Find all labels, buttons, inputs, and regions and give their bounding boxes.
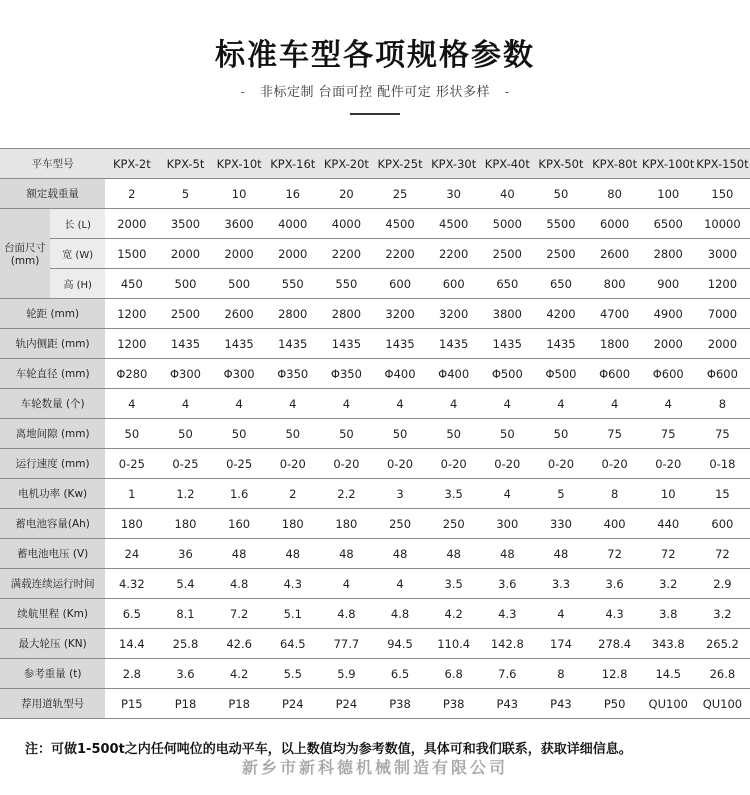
value-cell: 650: [480, 269, 534, 299]
value-cell: 6.5: [105, 599, 158, 629]
value-cell: 150: [695, 179, 750, 209]
value-cell: 6.8: [427, 659, 480, 689]
value-cell: 24: [105, 539, 158, 569]
value-cell: 4: [534, 389, 587, 419]
value-cell: 6.5: [373, 659, 427, 689]
value-cell: 8.1: [158, 599, 212, 629]
value-cell: 64.5: [266, 629, 320, 659]
value-cell: 400: [588, 509, 642, 539]
value-cell: 3800: [480, 299, 534, 329]
value-cell: 4.3: [588, 599, 642, 629]
value-cell: 1200: [695, 269, 750, 299]
value-cell: 8: [534, 659, 587, 689]
value-cell: Φ600: [695, 359, 750, 389]
value-cell: 0-25: [105, 449, 158, 479]
value-cell: 1200: [105, 299, 158, 329]
title-divider: [350, 113, 400, 115]
value-cell: 4000: [320, 209, 373, 239]
model-header-cell: KPX-2t: [105, 149, 158, 179]
value-cell: 180: [320, 509, 373, 539]
value-cell: 1800: [588, 329, 642, 359]
row-label: 电机功率 (Kw): [0, 479, 105, 509]
value-cell: 3.6: [480, 569, 534, 599]
value-cell: 5.1: [266, 599, 320, 629]
value-cell: 2000: [266, 239, 320, 269]
value-cell: 4.8: [213, 569, 266, 599]
value-cell: 5000: [480, 209, 534, 239]
value-cell: P24: [320, 689, 373, 719]
spec-row: [0, 539, 750, 569]
value-cell: 4900: [642, 299, 695, 329]
value-cell: 4.2: [213, 659, 266, 689]
value-cell: 800: [588, 269, 642, 299]
value-cell: 30: [427, 179, 480, 209]
value-cell: 1435: [534, 329, 587, 359]
value-cell: 4500: [373, 209, 427, 239]
value-cell: 16: [266, 179, 320, 209]
value-cell: 50: [105, 419, 158, 449]
value-cell: 50: [373, 419, 427, 449]
value-cell: 40: [480, 179, 534, 209]
value-cell: 1200: [105, 329, 158, 359]
row-label: 最大轮压 (KN): [0, 629, 105, 659]
spec-row: [0, 629, 750, 659]
subtitle: [0, 81, 750, 100]
row-label: 轨内侧距 (mm): [0, 329, 105, 359]
row-label: 荐用道轨型号: [0, 689, 105, 719]
value-cell: 250: [427, 509, 480, 539]
value-cell: 1: [105, 479, 158, 509]
value-cell: 4: [213, 389, 266, 419]
row-label: 蓄电池容量(Ah): [0, 509, 105, 539]
value-cell: 14.4: [105, 629, 158, 659]
row-label: 额定载重量: [0, 179, 105, 209]
value-cell: 50: [320, 419, 373, 449]
subtitle-dash-right: -: [504, 85, 510, 100]
value-cell: P24: [266, 689, 320, 719]
value-cell: 160: [213, 509, 266, 539]
spec-row: [0, 509, 750, 539]
value-cell: 4.3: [266, 569, 320, 599]
value-cell: 3.5: [427, 569, 480, 599]
spec-row: [0, 569, 750, 599]
model-header-cell: KPX-150t: [695, 149, 750, 179]
model-header-cell: KPX-30t: [427, 149, 480, 179]
value-cell: 3: [373, 479, 427, 509]
value-cell: 0-18: [695, 449, 750, 479]
model-header-cell: KPX-50t: [534, 149, 587, 179]
value-cell: 4: [480, 479, 534, 509]
spec-table-body: [0, 149, 750, 719]
value-cell: 4200: [534, 299, 587, 329]
value-cell: 0-20: [320, 449, 373, 479]
value-cell: 1435: [266, 329, 320, 359]
value-cell: 5.9: [320, 659, 373, 689]
value-cell: 2: [266, 479, 320, 509]
model-header-cell: KPX-20t: [320, 149, 373, 179]
value-cell: 25: [373, 179, 427, 209]
value-cell: 1.6: [213, 479, 266, 509]
spec-row: [0, 299, 750, 329]
value-cell: 4: [320, 389, 373, 419]
value-cell: 10000: [695, 209, 750, 239]
value-cell: 4700: [588, 299, 642, 329]
value-cell: 1500: [105, 239, 158, 269]
value-cell: 0-20: [588, 449, 642, 479]
value-cell: QU100: [695, 689, 750, 719]
value-cell: 3.5: [427, 479, 480, 509]
page-title: 标准车型各项规格参数: [215, 38, 535, 73]
value-cell: 180: [158, 509, 212, 539]
platform-size-unit: (mm): [10, 255, 40, 267]
spec-row: [0, 419, 750, 449]
value-cell: 2600: [213, 299, 266, 329]
value-cell: 8: [695, 389, 750, 419]
value-cell: 2500: [534, 239, 587, 269]
value-cell: 5.5: [266, 659, 320, 689]
value-cell: 5.4: [158, 569, 212, 599]
value-cell: 600: [373, 269, 427, 299]
value-cell: 2800: [266, 299, 320, 329]
value-cell: 2600: [588, 239, 642, 269]
value-cell: 2000: [642, 329, 695, 359]
value-cell: 1435: [373, 329, 427, 359]
value-cell: 4: [320, 569, 373, 599]
value-cell: 77.7: [320, 629, 373, 659]
value-cell: 2200: [427, 239, 480, 269]
value-cell: 265.2: [695, 629, 750, 659]
row-label: 车轮数量 (个): [0, 389, 105, 419]
value-cell: 180: [105, 509, 158, 539]
value-cell: 0-20: [534, 449, 587, 479]
row-label: 续航里程 (Km): [0, 599, 105, 629]
value-cell: 10: [213, 179, 266, 209]
value-cell: 3.8: [642, 599, 695, 629]
value-cell: 4: [588, 389, 642, 419]
value-cell: 4: [480, 389, 534, 419]
value-cell: Φ500: [534, 359, 587, 389]
value-cell: 4.2: [427, 599, 480, 629]
spec-row: [0, 329, 750, 359]
value-cell: 2000: [213, 239, 266, 269]
value-cell: 3.6: [588, 569, 642, 599]
value-cell: 36: [158, 539, 212, 569]
value-cell: 5: [534, 479, 587, 509]
value-cell: 50: [534, 179, 587, 209]
value-cell: 4: [373, 389, 427, 419]
value-cell: 0-20: [642, 449, 695, 479]
company-footer: 新乡市新科德机械制造有限公司: [241, 758, 508, 777]
value-cell: 0-20: [480, 449, 534, 479]
value-cell: 180: [266, 509, 320, 539]
value-cell: 4.8: [373, 599, 427, 629]
spec-row: [0, 659, 750, 689]
value-cell: Φ300: [158, 359, 212, 389]
value-cell: 1435: [427, 329, 480, 359]
row-label: 车轮直径 (mm): [0, 359, 105, 389]
value-cell: P15: [105, 689, 158, 719]
value-cell: 72: [642, 539, 695, 569]
value-cell: 94.5: [373, 629, 427, 659]
value-cell: 3500: [158, 209, 212, 239]
value-cell: 2500: [480, 239, 534, 269]
value-cell: Φ400: [373, 359, 427, 389]
value-cell: 48: [320, 539, 373, 569]
value-cell: Φ600: [588, 359, 642, 389]
value-cell: 6500: [642, 209, 695, 239]
value-cell: 3.3: [534, 569, 587, 599]
value-cell: 300: [480, 509, 534, 539]
value-cell: 72: [695, 539, 750, 569]
value-cell: P50: [588, 689, 642, 719]
row-label: 蓄电池电压 (V): [0, 539, 105, 569]
value-cell: 440: [642, 509, 695, 539]
rated-load-row: [0, 179, 750, 209]
value-cell: 1.2: [158, 479, 212, 509]
spec-row: [0, 359, 750, 389]
value-cell: 550: [266, 269, 320, 299]
model-header-cell: KPX-80t: [588, 149, 642, 179]
value-cell: 278.4: [588, 629, 642, 659]
subtitle-dash-left: -: [240, 85, 246, 100]
value-cell: 250: [373, 509, 427, 539]
value-cell: 1435: [320, 329, 373, 359]
spec-row: [0, 449, 750, 479]
value-cell: 3.2: [642, 569, 695, 599]
value-cell: 330: [534, 509, 587, 539]
platform-size-row: [0, 239, 750, 269]
row-label: 参考重量 (t): [0, 659, 105, 689]
value-cell: 8: [588, 479, 642, 509]
value-cell: 7.6: [480, 659, 534, 689]
value-cell: 5: [158, 179, 212, 209]
value-cell: 2000: [158, 239, 212, 269]
value-cell: 500: [213, 269, 266, 299]
value-cell: Φ300: [213, 359, 266, 389]
value-cell: 42.6: [213, 629, 266, 659]
value-cell: 2200: [320, 239, 373, 269]
value-cell: 1435: [158, 329, 212, 359]
value-cell: 600: [427, 269, 480, 299]
value-cell: 100: [642, 179, 695, 209]
model-header-cell: KPX-10t: [213, 149, 266, 179]
value-cell: 2800: [320, 299, 373, 329]
value-cell: 2.2: [320, 479, 373, 509]
spec-row: [0, 689, 750, 719]
platform-size-group-label: [0, 209, 50, 299]
value-cell: 4: [642, 389, 695, 419]
value-cell: 343.8: [642, 629, 695, 659]
model-header-cell: KPX-100t: [642, 149, 695, 179]
value-cell: 50: [213, 419, 266, 449]
value-cell: 2000: [105, 209, 158, 239]
spec-row: [0, 599, 750, 629]
value-cell: 48: [373, 539, 427, 569]
row-label: 满载连续运行时间: [0, 569, 105, 599]
value-cell: 80: [588, 179, 642, 209]
value-cell: 2.8: [105, 659, 158, 689]
value-cell: 14.5: [642, 659, 695, 689]
value-cell: QU100: [642, 689, 695, 719]
value-cell: 48: [266, 539, 320, 569]
value-cell: 75: [695, 419, 750, 449]
row-label: 离地间隙 (mm): [0, 419, 105, 449]
value-cell: 5500: [534, 209, 587, 239]
value-cell: 75: [588, 419, 642, 449]
subtitle-text: 非标定制 台面可控 配件可定 形状多样: [260, 85, 490, 100]
value-cell: 2500: [158, 299, 212, 329]
model-header-cell: KPX-16t: [266, 149, 320, 179]
value-cell: 7.2: [213, 599, 266, 629]
value-cell: 50: [427, 419, 480, 449]
value-cell: Φ350: [266, 359, 320, 389]
row-label: 运行速度 (mm): [0, 449, 105, 479]
value-cell: 650: [534, 269, 587, 299]
value-cell: 48: [534, 539, 587, 569]
value-cell: Φ350: [320, 359, 373, 389]
value-cell: 4.3: [480, 599, 534, 629]
value-cell: 50: [158, 419, 212, 449]
value-cell: 50: [480, 419, 534, 449]
value-cell: 48: [427, 539, 480, 569]
value-cell: Φ400: [427, 359, 480, 389]
value-cell: Φ280: [105, 359, 158, 389]
value-cell: 3.6: [158, 659, 212, 689]
value-cell: 12.8: [588, 659, 642, 689]
value-cell: 72: [588, 539, 642, 569]
value-cell: 4000: [266, 209, 320, 239]
value-cell: 50: [266, 419, 320, 449]
value-cell: 4.32: [105, 569, 158, 599]
value-cell: 2800: [642, 239, 695, 269]
value-cell: 4: [534, 599, 587, 629]
value-cell: 2: [105, 179, 158, 209]
value-cell: P43: [534, 689, 587, 719]
value-cell: 0-25: [213, 449, 266, 479]
value-cell: 4.8: [320, 599, 373, 629]
model-header-cell: KPX-40t: [480, 149, 534, 179]
value-cell: 1435: [480, 329, 534, 359]
sub-row-label: 长 (L): [50, 209, 105, 239]
value-cell: 26.8: [695, 659, 750, 689]
note-text: 注：可做1-500t之内任何吨位的电动平车，以上数值均为参考数值，具体可和我们联系，获取详细信息。: [25, 742, 632, 757]
value-cell: 75: [642, 419, 695, 449]
model-header-cell: KPX-5t: [158, 149, 212, 179]
spec-table: [0, 148, 750, 719]
value-cell: 4: [427, 389, 480, 419]
value-cell: 450: [105, 269, 158, 299]
row-label: 轮距 (mm): [0, 299, 105, 329]
platform-size-row: [0, 269, 750, 299]
value-cell: 3.2: [695, 599, 750, 629]
value-cell: 0-25: [158, 449, 212, 479]
value-cell: 20: [320, 179, 373, 209]
value-cell: 0-20: [427, 449, 480, 479]
sub-row-label: 宽 (W): [50, 239, 105, 269]
value-cell: 48: [480, 539, 534, 569]
value-cell: 2000: [695, 329, 750, 359]
header-label: 平车型号: [0, 149, 105, 179]
value-cell: 3200: [373, 299, 427, 329]
value-cell: 142.8: [480, 629, 534, 659]
value-cell: 900: [642, 269, 695, 299]
value-cell: 0-20: [373, 449, 427, 479]
spec-row: [0, 479, 750, 509]
platform-size-label: 台面尺寸: [4, 242, 47, 254]
value-cell: 4: [373, 569, 427, 599]
value-cell: 3200: [427, 299, 480, 329]
value-cell: 4: [105, 389, 158, 419]
value-cell: 3600: [213, 209, 266, 239]
value-cell: 48: [213, 539, 266, 569]
value-cell: P43: [480, 689, 534, 719]
value-cell: 15: [695, 479, 750, 509]
platform-size-row: [0, 209, 750, 239]
value-cell: 4: [158, 389, 212, 419]
value-cell: 6000: [588, 209, 642, 239]
value-cell: 0-20: [266, 449, 320, 479]
sub-row-label: 高 (H): [50, 269, 105, 299]
value-cell: 7000: [695, 299, 750, 329]
value-cell: 500: [158, 269, 212, 299]
value-cell: P18: [158, 689, 212, 719]
value-cell: Φ600: [642, 359, 695, 389]
value-cell: 110.4: [427, 629, 480, 659]
model-header-cell: KPX-25t: [373, 149, 427, 179]
value-cell: 1435: [213, 329, 266, 359]
value-cell: 2200: [373, 239, 427, 269]
value-cell: Φ500: [480, 359, 534, 389]
value-cell: 600: [695, 509, 750, 539]
value-cell: 50: [534, 419, 587, 449]
value-cell: 174: [534, 629, 587, 659]
value-cell: 550: [320, 269, 373, 299]
value-cell: 2.9: [695, 569, 750, 599]
value-cell: 4500: [427, 209, 480, 239]
value-cell: 3000: [695, 239, 750, 269]
value-cell: P38: [373, 689, 427, 719]
value-cell: P38: [427, 689, 480, 719]
value-cell: 4: [266, 389, 320, 419]
value-cell: P18: [213, 689, 266, 719]
value-cell: 25.8: [158, 629, 212, 659]
header-row: [0, 149, 750, 179]
spec-row: [0, 389, 750, 419]
value-cell: 10: [642, 479, 695, 509]
